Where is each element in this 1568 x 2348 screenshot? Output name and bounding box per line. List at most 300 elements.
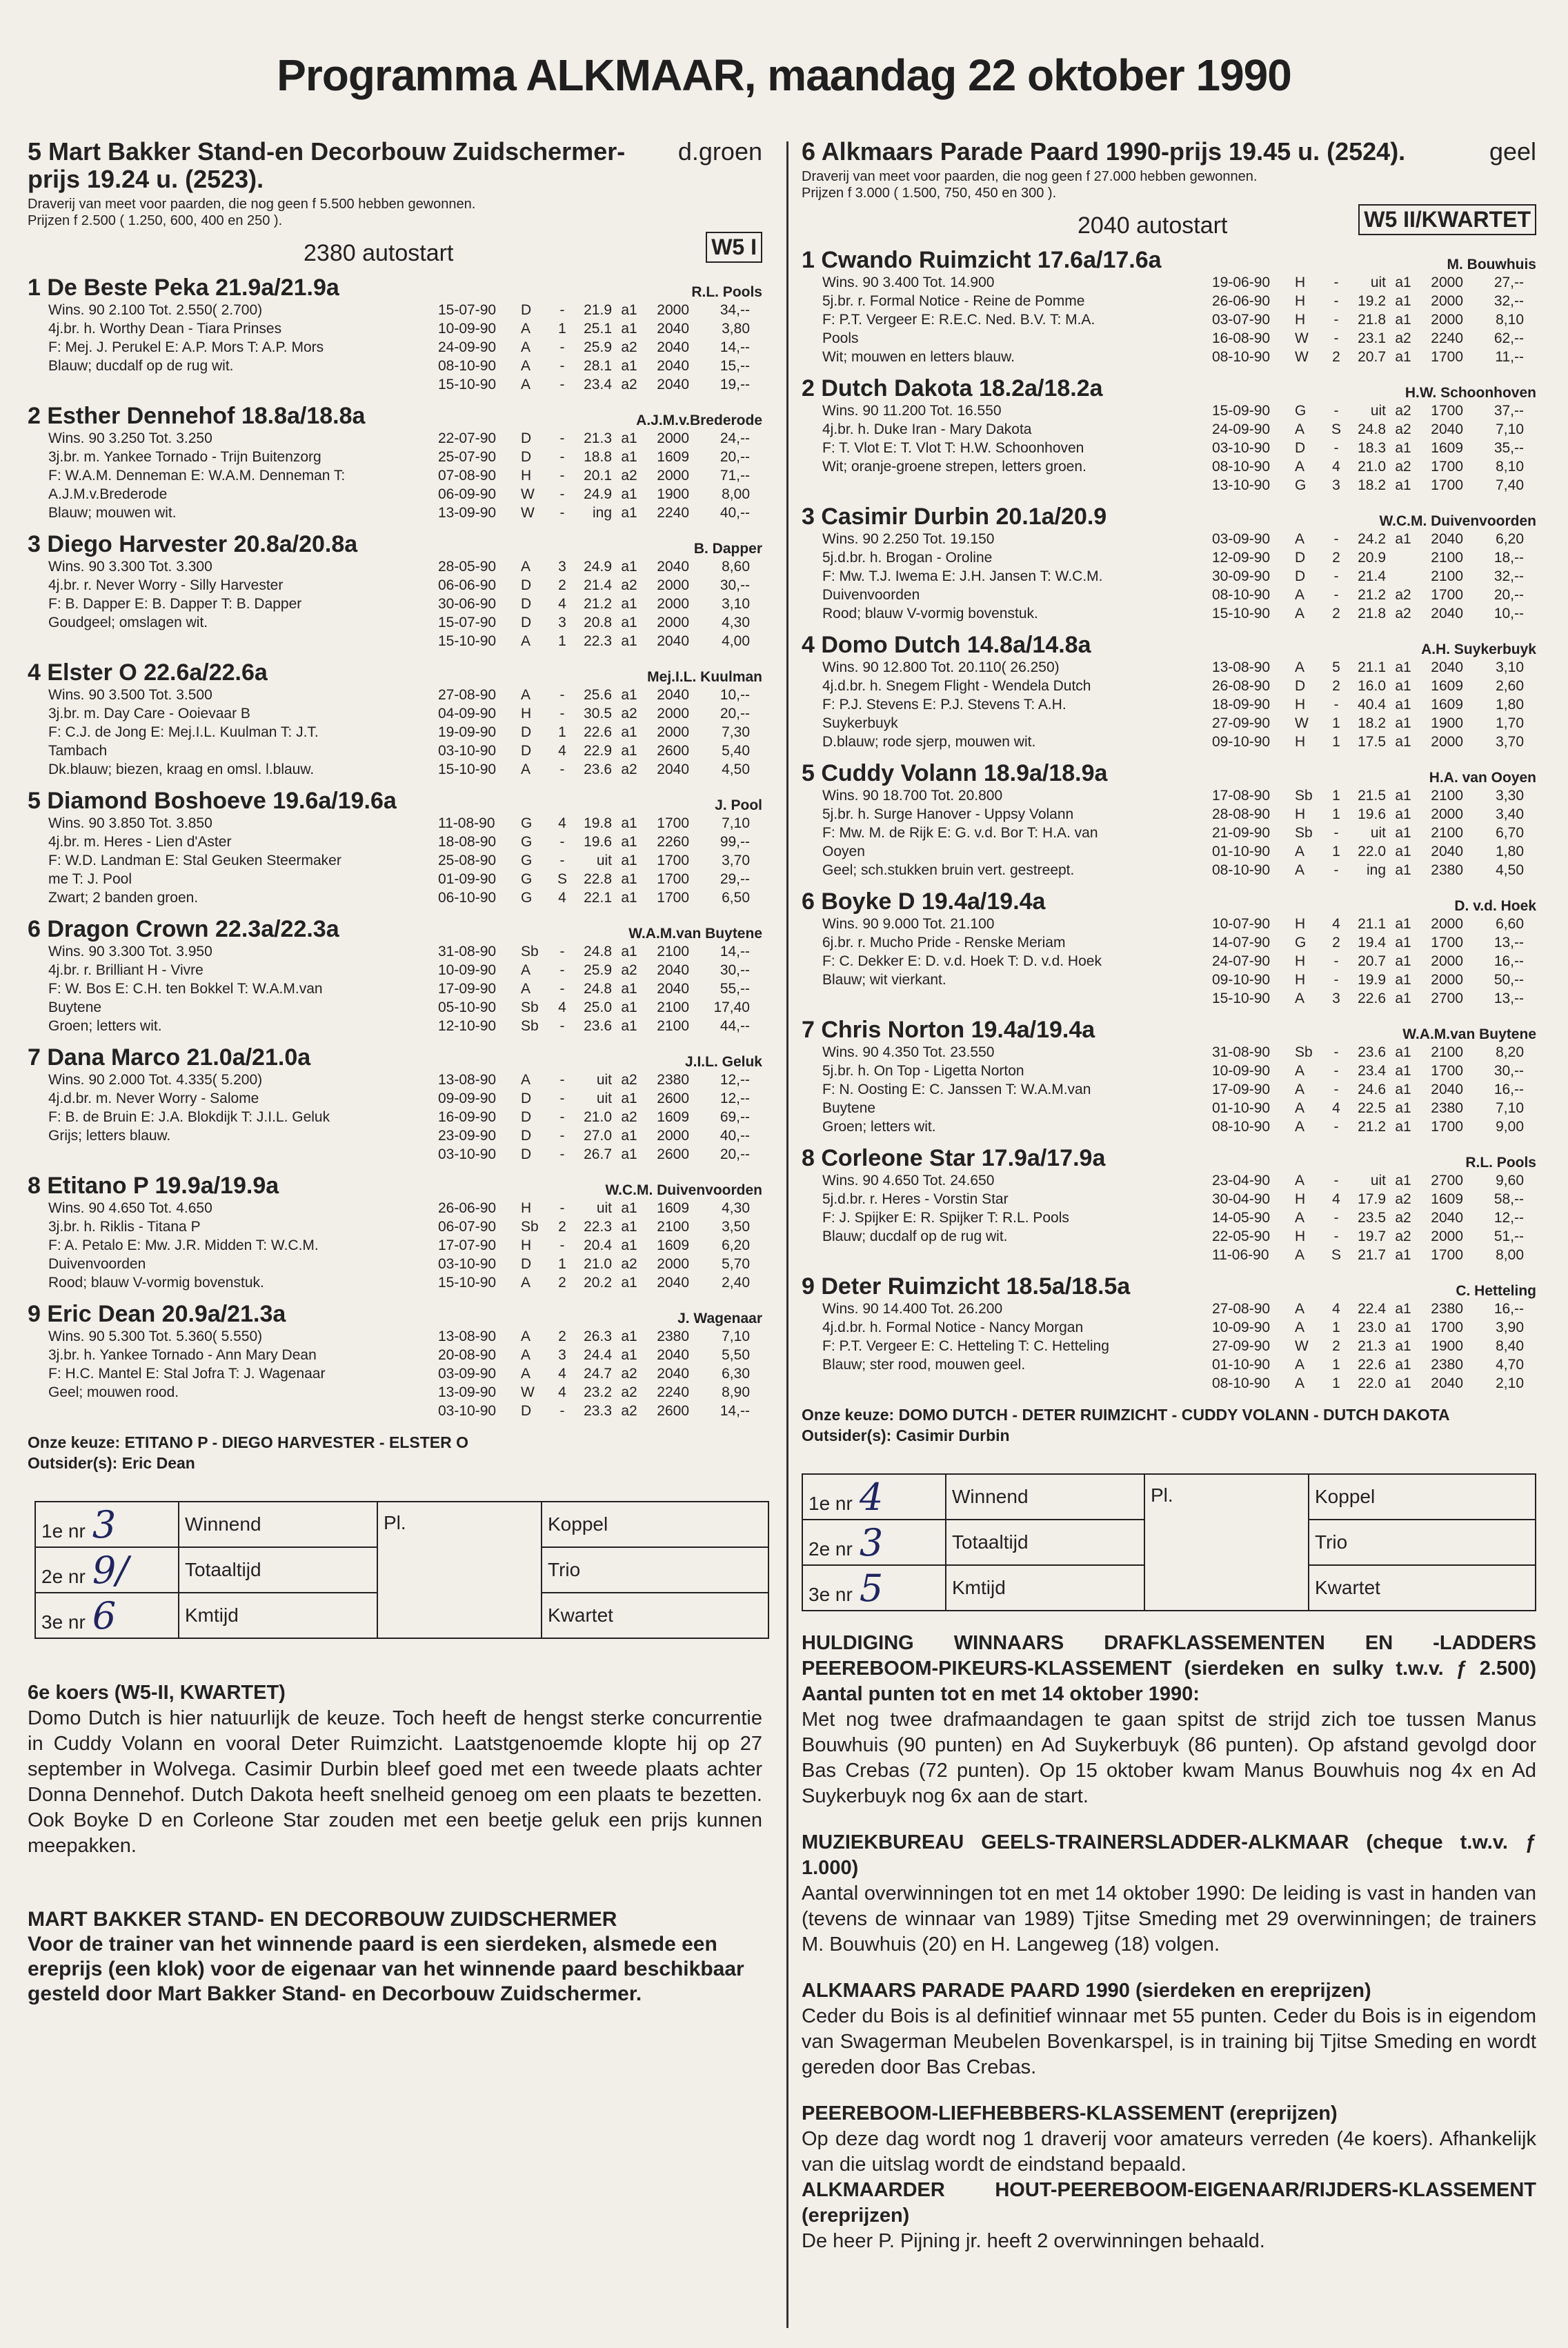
run-cell: -: [1333, 1119, 1339, 1135]
run-cell: A: [521, 687, 531, 703]
run-cell: 22.6: [1358, 991, 1386, 1006]
run-cell: 15-10-90: [438, 633, 497, 649]
article-trainersladder: [802, 1830, 1536, 1958]
run-cell: [1386, 567, 1420, 586]
horse-info-line: A.J.M.v.Brederode: [48, 486, 168, 502]
run-cell: 2000: [1431, 275, 1463, 290]
result-first[interactable]: [802, 1474, 946, 1520]
result-second[interactable]: [802, 1520, 946, 1565]
run-cell: H: [1295, 806, 1306, 822]
run-cell: -: [1333, 1228, 1339, 1244]
article-heading: HULDIGING WINNAARS DRAFKLASSEMENTEN EN -LADDERS PEEREBOOM-PIKEURS-KLASSEMENT (sierdeken en sulky t.w.v. ƒ 2.500) Aantal punten tot en met 14 oktober 1990:: [802, 1632, 1536, 1705]
run-cell: a2: [1395, 1191, 1411, 1207]
run-cell: Sb: [521, 999, 539, 1015]
run-cell: 06-09-90: [438, 486, 497, 502]
run-cell: a1: [621, 302, 637, 318]
run-cell: 5: [1332, 659, 1340, 675]
handwritten-number: 3: [92, 1502, 117, 1546]
horse-info-line: Wins. 90 3.400 Tot. 14.900: [822, 275, 995, 290]
run-cell: -: [559, 981, 565, 997]
run-cell: A: [1295, 844, 1305, 859]
run-cell: 1: [1332, 1375, 1340, 1391]
horse-info-line: Wit; mouwen en letters blauw.: [822, 349, 1015, 365]
run-row: [438, 1071, 762, 1089]
run-cell: 2100: [1431, 550, 1463, 566]
run-cell: 40,--: [720, 505, 750, 521]
run-row: [1212, 548, 1536, 567]
race-title: 6 Alkmaars Parade Paard 1990-prijs 19.45 u. (2524).: [802, 137, 1406, 166]
run-cell: D: [521, 596, 532, 612]
run-cell: H: [1295, 697, 1306, 713]
run-cell: 18.2: [1358, 715, 1386, 731]
run-cell: 23-04-90: [1212, 1173, 1271, 1188]
run-cell: 4: [558, 1366, 566, 1382]
horse-info-line: Blauw; mouwen wit.: [48, 505, 177, 521]
run-cell: 19.6: [1358, 806, 1386, 822]
run-row: [438, 613, 762, 632]
horse-entry: [802, 1145, 1536, 1268]
run-cell: a1: [621, 559, 637, 575]
handwritten-number: 5: [859, 1566, 884, 1610]
run-cell: 1,80: [1496, 697, 1524, 713]
horse-name: 7 Dana Marco 21.0a/21.0a: [28, 1044, 311, 1071]
run-cell: a1: [1395, 1338, 1411, 1354]
run-cell: 3,70: [1496, 734, 1524, 750]
run-cell: 51,--: [1493, 1228, 1524, 1244]
result-third[interactable]: [802, 1565, 946, 1611]
run-cell: A: [1295, 1357, 1305, 1373]
run-cell: 19.7: [1358, 1228, 1386, 1244]
run-cell: W: [1295, 1338, 1309, 1354]
run-cell: 21.1: [1358, 659, 1386, 675]
run-row: [1212, 1374, 1536, 1393]
run-cell: D: [1295, 568, 1306, 584]
run-cell: 24-09-90: [438, 339, 497, 355]
run-cell: 2600: [657, 1403, 689, 1419]
run-cell: 32,--: [1493, 568, 1524, 584]
run-cell: 31-08-90: [438, 944, 497, 959]
run-cell: 2: [558, 1219, 566, 1235]
run-cell: 1: [558, 1256, 566, 1272]
run-cell: 06-07-90: [438, 1219, 497, 1235]
run-cell: 17-09-90: [438, 981, 497, 997]
result-third[interactable]: [35, 1593, 179, 1638]
run-cell: 2000: [1431, 293, 1463, 309]
run-row: [1212, 292, 1536, 310]
run-cell: -: [559, 1237, 565, 1253]
run-cell: D: [521, 577, 532, 593]
run-row: [438, 1126, 762, 1145]
horse-info-line: 5j.d.br. h. Brogan - Oroline: [822, 550, 993, 566]
run-cell: D: [521, 1091, 532, 1106]
run-cell: 22.8: [584, 871, 612, 887]
run-cell: 2380: [1431, 862, 1463, 878]
horse-name: 6 Boyke D 19.4a/19.4a: [802, 888, 1046, 915]
horse-recent-runs: [1212, 1043, 1536, 1136]
horse-recent-runs: [438, 301, 762, 394]
run-cell: 12-10-90: [438, 1018, 497, 1034]
run-cell: 24-09-90: [1212, 421, 1271, 437]
run-cell: A: [521, 321, 531, 337]
run-row: [1212, 971, 1536, 989]
run-cell: 2240: [657, 505, 689, 521]
race-title: 5 Mart Bakker Stand-en Decorbouw Zuidschermer-prijs 19.24 u. (2523).: [28, 137, 626, 193]
run-cell: 4: [558, 596, 566, 612]
run-cell: a1: [1395, 1301, 1411, 1317]
run-cell: 03-10-90: [438, 1256, 497, 1272]
horse-trainer: R.L. Pools: [1465, 1155, 1536, 1171]
run-cell: 31-08-90: [1212, 1044, 1271, 1060]
horse-name: 1 De Beste Peka 21.9a/21.9a: [28, 275, 339, 301]
horse-info: [28, 301, 435, 375]
run-row: [438, 375, 762, 394]
run-cell: uit: [1370, 275, 1386, 290]
run-cell: 20,--: [720, 706, 750, 722]
run-cell: 6,60: [1496, 916, 1524, 932]
run-row: [438, 357, 762, 375]
run-cell: 2: [1332, 1338, 1340, 1354]
run-cell: 09-10-90: [1212, 734, 1271, 750]
run-row: [438, 723, 762, 742]
run-row: [1212, 824, 1536, 842]
run-cell: A: [1295, 606, 1305, 621]
run-cell: G: [521, 890, 533, 906]
horse-info-line: 3j.br. h. Yankee Tornado - Ann Mary Dean: [48, 1347, 317, 1363]
run-cell: 17-08-90: [1212, 788, 1271, 804]
run-cell: Sb: [1295, 788, 1313, 804]
run-cell: 27.0: [584, 1128, 612, 1144]
run-cell: a2: [1395, 587, 1411, 603]
run-cell: 8,40: [1496, 1338, 1524, 1354]
run-cell: 1900: [1431, 715, 1463, 731]
run-cell: a1: [1395, 715, 1411, 731]
run-cell: 14,--: [720, 1403, 750, 1419]
run-row: [438, 1346, 762, 1364]
run-row: [1212, 586, 1536, 604]
run-cell: 18.8: [584, 449, 612, 465]
run-cell: 25.9: [584, 962, 612, 978]
horse-recent-runs: [438, 942, 762, 1035]
run-cell: a2: [1395, 606, 1411, 621]
run-cell: 2000: [1431, 953, 1463, 969]
run-row: [1212, 805, 1536, 824]
run-cell: G: [1295, 403, 1307, 419]
run-cell: -: [559, 853, 565, 868]
run-cell: a1: [621, 871, 637, 887]
run-cell: 20.2: [584, 1275, 612, 1291]
run-cell: 12,--: [720, 1091, 750, 1106]
run-cell: a1: [1395, 825, 1411, 841]
horse-entry: [802, 247, 1536, 370]
horse-info-line: Rood; blauw V-vormig bovenstuk.: [48, 1275, 264, 1291]
run-cell: a1: [1395, 734, 1411, 750]
run-cell: ing: [1366, 862, 1386, 878]
run-cell: W: [1295, 715, 1309, 731]
run-cell: W: [521, 486, 535, 502]
run-cell: 20-08-90: [438, 1347, 497, 1363]
run-cell: D: [521, 1256, 532, 1272]
run-cell: A: [1295, 587, 1305, 603]
horse-recent-runs: [1212, 1171, 1536, 1264]
run-cell: 10-09-90: [1212, 1320, 1271, 1335]
run-cell: 19.4: [1358, 935, 1386, 951]
run-cell: 12-09-90: [1212, 550, 1271, 566]
run-cell: 28-08-90: [1212, 806, 1271, 822]
run-cell: 09-09-90: [438, 1091, 497, 1106]
run-cell: 21.1: [1358, 916, 1386, 932]
run-cell: a1: [621, 1146, 637, 1162]
article-heading: ALKMAARDER HOUT-PEEREBOOM-EIGENAAR/RIJDERS-KLASSEMENT (ereprijzen): [802, 2179, 1536, 2227]
run-cell: Sb: [521, 944, 539, 959]
kwartet-cell: Kwartet: [542, 1593, 768, 1638]
run-cell: a2: [621, 1072, 637, 1088]
run-cell: 2000: [1431, 734, 1463, 750]
run-cell: 21.0: [584, 1109, 612, 1125]
run-cell: 4: [1332, 459, 1340, 475]
run-cell: 2240: [1431, 330, 1463, 346]
run-cell: 24-07-90: [1212, 953, 1271, 969]
horse-entry: [802, 504, 1536, 626]
run-cell: a2: [1395, 403, 1411, 419]
trio-cell: Trio: [1309, 1520, 1536, 1565]
handwritten-number: 6: [92, 1593, 117, 1638]
run-cell: 1609: [657, 1200, 689, 1216]
run-cell: 11-06-90: [1212, 1247, 1269, 1263]
run-cell: 2000: [1431, 312, 1463, 328]
run-cell: 1: [1332, 788, 1340, 804]
run-cell: -: [559, 1018, 565, 1034]
run-cell: 03-07-90: [1212, 312, 1271, 328]
run-cell: 1: [558, 724, 566, 740]
run-cell: a2: [621, 1109, 637, 1125]
horse-trainer: W.C.M. Duivenvoorden: [1379, 513, 1536, 529]
run-cell: 08-10-90: [1212, 1119, 1271, 1135]
run-cell: -: [559, 449, 565, 465]
run-cell: 1: [1332, 734, 1340, 750]
horse-info-line: Wins. 90 3.250 Tot. 3.250: [48, 430, 212, 446]
run-cell: 16,--: [1493, 1082, 1524, 1097]
run-cell: 7,10: [1496, 421, 1524, 437]
run-cell: 30,--: [720, 962, 750, 978]
run-cell: a2: [1395, 1228, 1411, 1244]
run-cell: 26-06-90: [1212, 293, 1271, 309]
run-cell: 07-08-90: [438, 468, 497, 484]
run-cell: 24.9: [584, 559, 612, 575]
horse-name: 9 Deter Ruimzicht 18.5a/18.5a: [802, 1273, 1131, 1300]
run-cell: -: [559, 1109, 565, 1125]
run-cell: 32,--: [1493, 293, 1524, 309]
run-row: [438, 1017, 762, 1035]
run-cell: 2040: [1431, 659, 1463, 675]
run-cell: 15-10-90: [1212, 991, 1271, 1006]
run-cell: 01-09-90: [438, 871, 497, 887]
choice-text: Onze keuze: ETITANO P - DIEGO HARVESTER - ELSTER O: [28, 1433, 468, 1451]
run-cell: 2600: [657, 1146, 689, 1162]
horse-info-line: Wins. 90 3.850 Tot. 3.850: [48, 815, 212, 831]
run-cell: 23.3: [584, 1403, 612, 1419]
horse-info-line: 3j.br. h. Riklis - Titana P: [48, 1219, 201, 1235]
run-cell: ing: [592, 505, 612, 521]
horse-recent-runs: [1212, 915, 1536, 1008]
horse-info-line: 6j.br. r. Mucho Pride - Renske Meriam: [822, 935, 1066, 951]
run-row: [1212, 915, 1536, 933]
horse-trainer: A.H. Suykerbuyk: [1421, 641, 1536, 657]
run-cell: 2040: [1431, 1375, 1463, 1391]
run-cell: a1: [1395, 293, 1411, 309]
run-cell: G: [521, 834, 533, 850]
run-cell: 4,50: [1496, 862, 1524, 878]
run-cell: 25.1: [584, 321, 612, 337]
run-cell: H: [1295, 953, 1306, 969]
run-cell: a2: [621, 762, 637, 777]
run-cell: 17.9: [1358, 1191, 1386, 1207]
run-row: [438, 1383, 762, 1402]
run-row: [1212, 1300, 1536, 1318]
horse-info-line: Wins. 90 2.250 Tot. 19.150: [822, 531, 995, 547]
run-cell: 9,60: [1496, 1173, 1524, 1188]
race-5-column: [28, 138, 762, 2007]
run-cell: 21.0: [584, 1256, 612, 1272]
run-cell: -: [1333, 972, 1339, 988]
run-cell: 22-05-90: [1212, 1228, 1271, 1244]
run-cell: A: [521, 559, 531, 575]
run-cell: 2040: [657, 358, 689, 374]
run-row: [438, 557, 762, 576]
run-cell: 20.9: [1358, 550, 1386, 566]
horse-recent-runs: [438, 814, 762, 907]
run-row: [438, 1255, 762, 1273]
run-row: [438, 595, 762, 613]
horse-info-line: Wins. 90 12.800 Tot. 20.110( 26.250): [822, 659, 1060, 675]
horse-info-line: Wins. 90 4.650 Tot. 4.650: [48, 1200, 212, 1216]
run-row: [438, 429, 762, 448]
run-cell: H: [1295, 312, 1306, 328]
kwartet-cell: Kwartet: [1309, 1565, 1536, 1611]
run-cell: 1609: [1431, 678, 1463, 694]
run-cell: a2: [621, 706, 637, 722]
run-cell: 04-09-90: [438, 706, 497, 722]
run-cell: G: [521, 853, 533, 868]
run-cell: 3: [1332, 477, 1340, 493]
run-cell: A: [1295, 1247, 1305, 1263]
run-cell: a1: [621, 358, 637, 374]
horse-info-line: 4j.d.br. h. Formal Notice - Nancy Morgan: [822, 1320, 1084, 1335]
run-cell: 9,00: [1496, 1119, 1524, 1135]
run-cell: H: [521, 468, 532, 484]
horse-name: 1 Cwando Ruimzicht 17.6a/17.6a: [802, 247, 1162, 273]
run-cell: 22.6: [584, 724, 612, 740]
run-cell: 3,10: [722, 596, 750, 612]
horse-entry: [28, 403, 762, 526]
run-cell: Sb: [1295, 1044, 1313, 1060]
run-cell: 2100: [657, 1018, 689, 1034]
run-row: [438, 760, 762, 779]
run-cell: 2040: [1431, 1082, 1463, 1097]
horse-trainer: C. Hetteling: [1456, 1283, 1536, 1299]
run-cell: 2000: [657, 706, 689, 722]
run-cell: 14,--: [720, 339, 750, 355]
horse-trainer: Mej.I.L. Kuulman: [647, 669, 762, 685]
result-first[interactable]: [35, 1502, 179, 1547]
run-cell: 2040: [657, 1275, 689, 1291]
horse-info-line: F: Mw. T.J. Iwema E: J.H. Jansen T: W.C.M.: [822, 568, 1103, 584]
run-cell: H: [1295, 1228, 1306, 1244]
run-cell: 23.4: [1358, 1063, 1386, 1079]
run-cell: 69,--: [720, 1109, 750, 1125]
race-conditions: [802, 168, 1536, 201]
run-row: [1212, 1117, 1536, 1136]
run-row: [1212, 1190, 1536, 1208]
run-cell: a1: [1395, 1375, 1411, 1391]
horse-info-line: F: W. Bos E: C.H. ten Bokkel T: W.A.M.van: [48, 981, 323, 997]
run-cell: 40.4: [1358, 697, 1386, 713]
run-cell: 5,70: [722, 1256, 750, 1272]
horse-info-line: Suykerbuyk: [822, 715, 898, 731]
run-cell: 6,20: [1496, 531, 1524, 547]
horse-entry: [28, 916, 762, 1039]
run-cell: -: [1333, 275, 1339, 290]
run-cell: 15-09-90: [1212, 403, 1271, 419]
horse-info-line: Pools: [822, 330, 859, 346]
run-cell: a2: [621, 1384, 637, 1400]
horse-trainer: J. Pool: [715, 797, 762, 813]
run-cell: -: [1333, 568, 1339, 584]
horse-info-line: 5j.br. h. Surge Hanover - Uppsy Volann: [822, 806, 1074, 822]
run-cell: 17-07-90: [438, 1237, 497, 1253]
run-cell: 1700: [657, 871, 689, 887]
result-second[interactable]: [35, 1547, 179, 1593]
run-cell: 19-06-90: [1212, 275, 1271, 290]
run-cell: 4,50: [722, 762, 750, 777]
run-row: [438, 466, 762, 485]
horse-info-line: Wins. 90 11.200 Tot. 16.550: [822, 403, 1002, 419]
run-cell: 2000: [1431, 1228, 1463, 1244]
run-cell: 3,30: [1496, 788, 1524, 804]
horse-info: [802, 786, 1209, 879]
run-cell: 1700: [1431, 1063, 1463, 1079]
run-cell: A: [1295, 991, 1305, 1006]
run-cell: 2240: [657, 1384, 689, 1400]
run-cell: 20.1: [584, 468, 612, 484]
run-cell: 3: [558, 559, 566, 575]
run-cell: 14-05-90: [1212, 1210, 1271, 1226]
run-cell: 15-07-90: [438, 302, 497, 318]
run-cell: 27-08-90: [1212, 1301, 1271, 1317]
run-cell: H: [1295, 275, 1306, 290]
horse-entry: [802, 1017, 1536, 1140]
run-cell: H: [1295, 1191, 1306, 1207]
run-row: [438, 833, 762, 851]
run-cell: 2700: [1431, 991, 1463, 1006]
article-sponsor: [28, 1907, 762, 2007]
run-cell: G: [1295, 477, 1307, 493]
run-cell: 18.3: [1358, 440, 1386, 456]
horse-trainer: W.C.M. Duivenvoorden: [605, 1182, 762, 1198]
run-cell: 03-09-90: [1212, 531, 1271, 547]
run-cell: 26-06-90: [438, 1200, 497, 1216]
run-row: [1212, 1246, 1536, 1264]
run-cell: A: [1295, 531, 1305, 547]
run-cell: 4: [1332, 1100, 1340, 1116]
horse-info-line: 4j.br. r. Never Worry - Silly Harvester: [48, 577, 284, 593]
run-cell: a1: [1395, 1082, 1411, 1097]
horse-entry: [28, 788, 762, 911]
run-cell: 2000: [657, 430, 689, 446]
horse-info: [802, 273, 1209, 366]
run-row: [1212, 714, 1536, 733]
run-cell: D: [521, 1146, 532, 1162]
run-cell: A: [1295, 1320, 1305, 1335]
